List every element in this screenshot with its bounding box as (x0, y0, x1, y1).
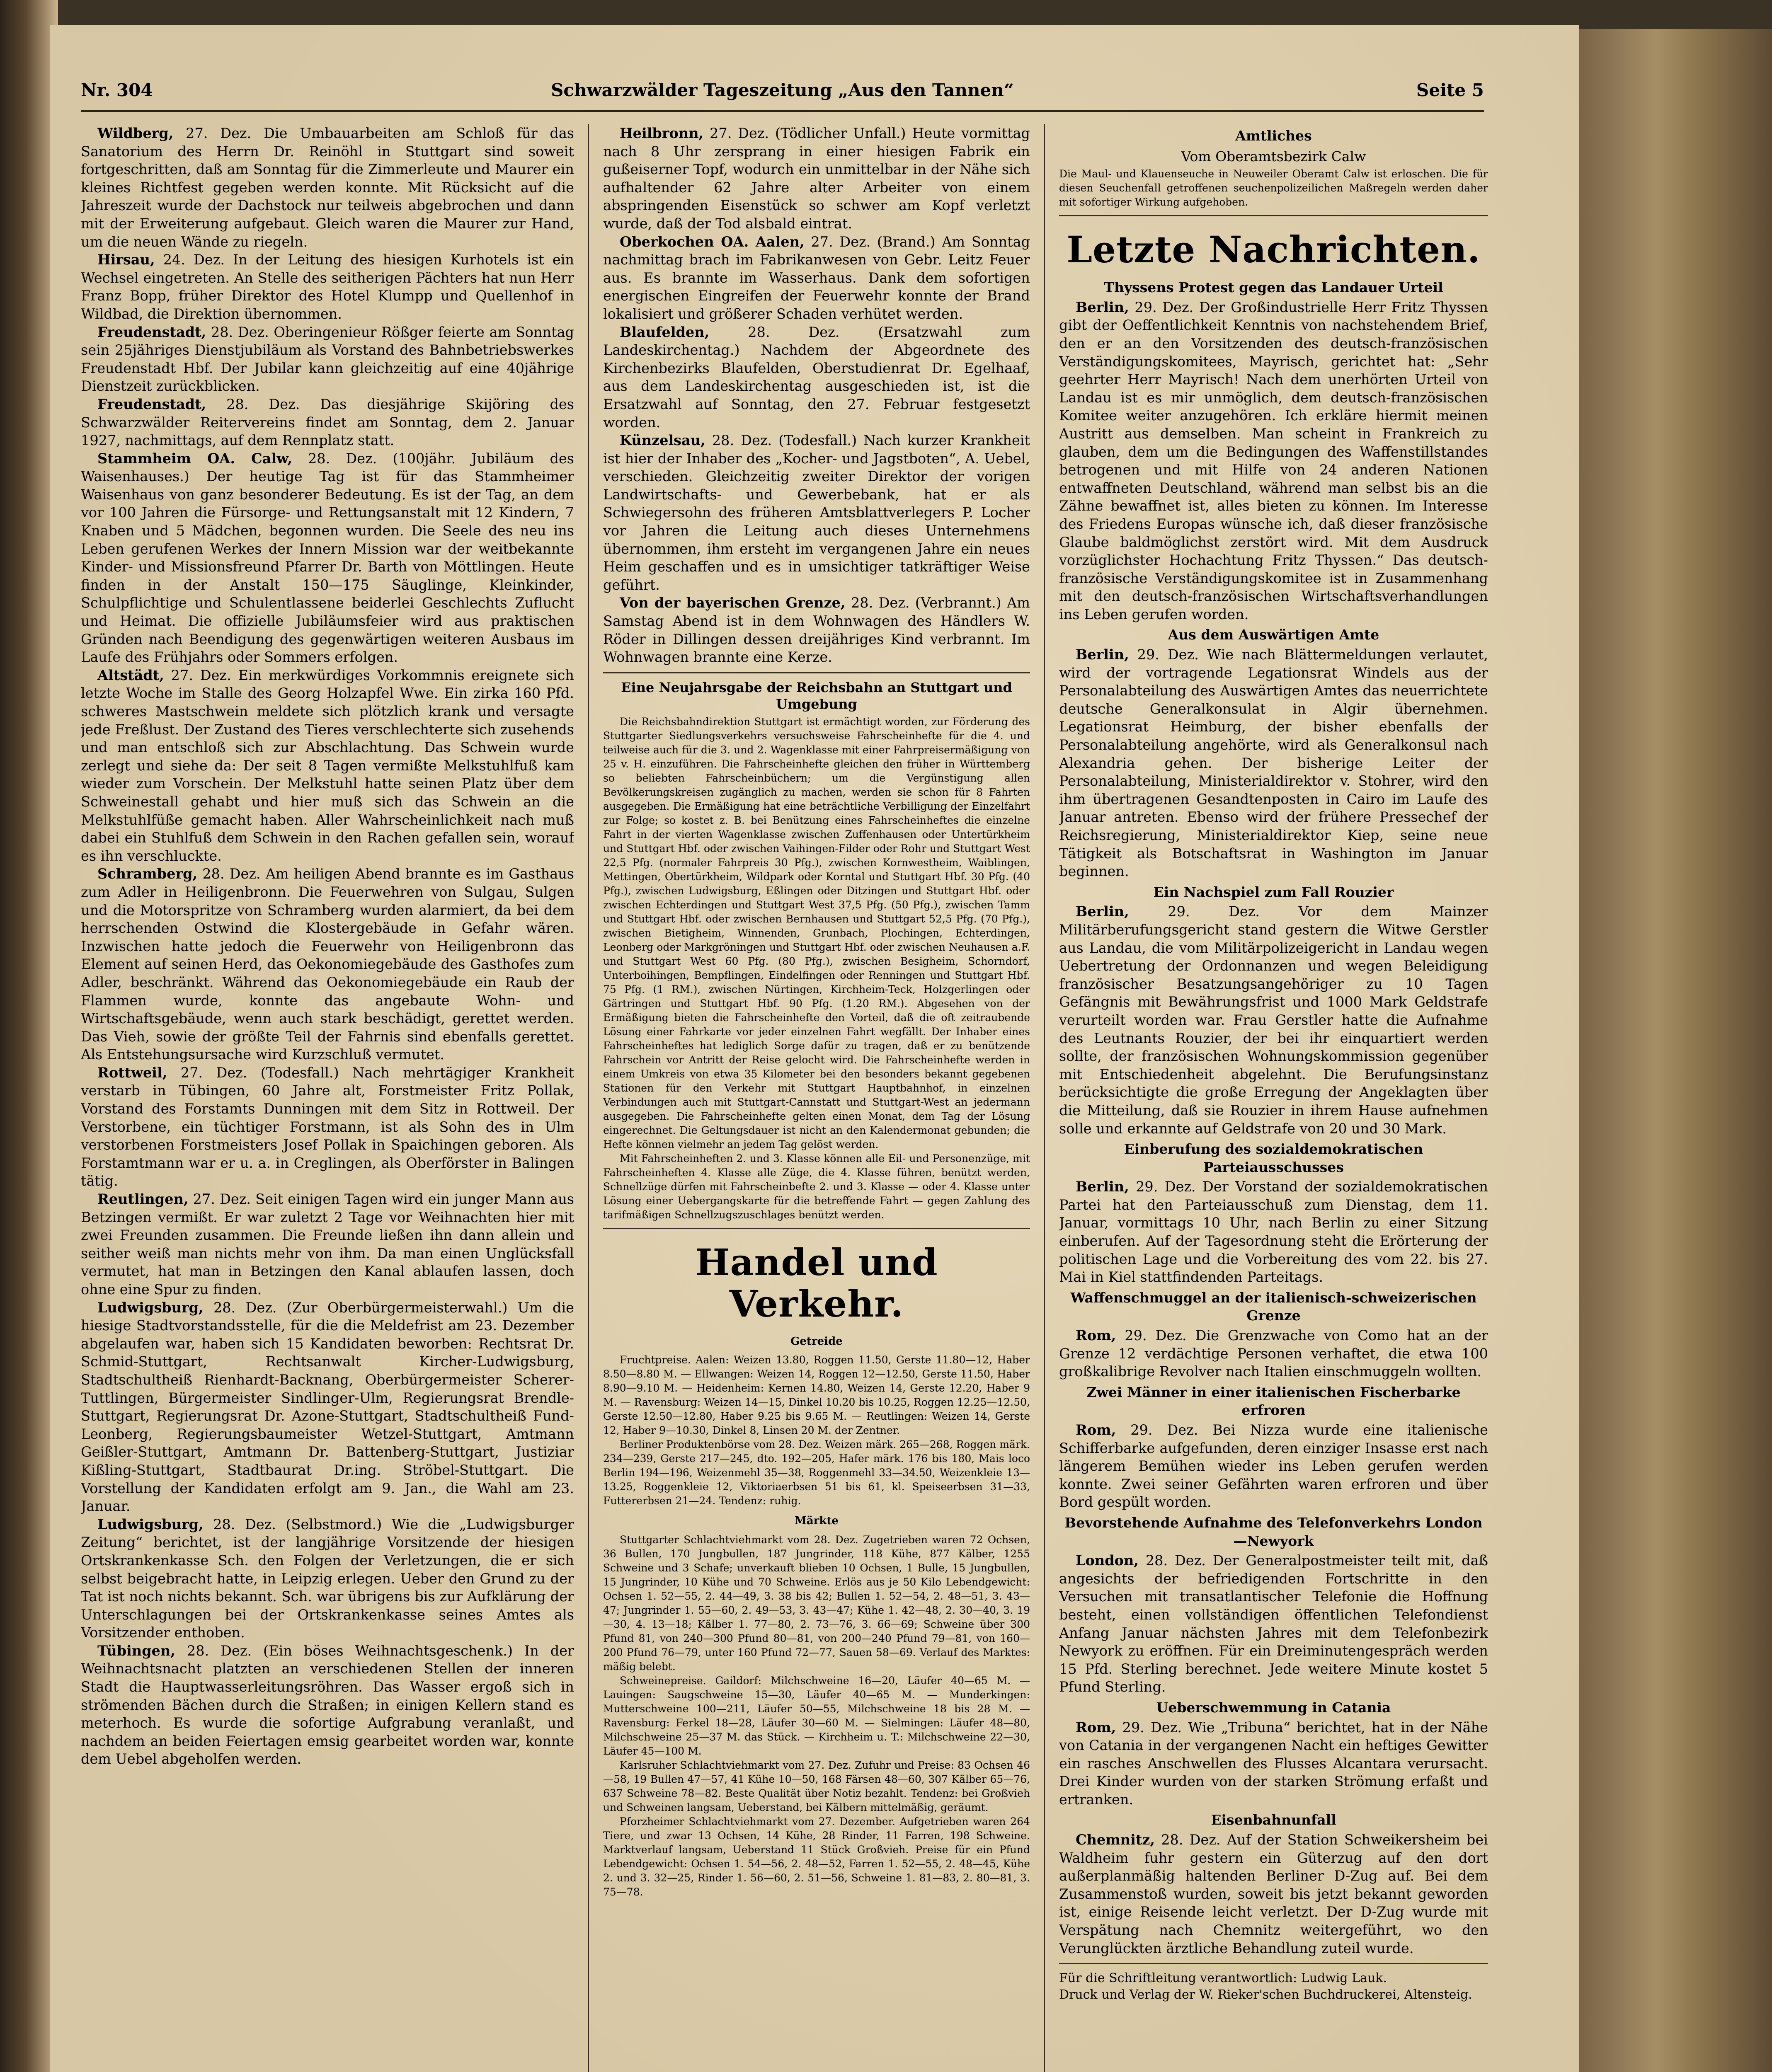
news-item (81, 865, 574, 1064)
article-text: 28. Dez. Der Generalpostmeister teilt mit, daß angesichts der befriedigenden Fortschritte in den Versuchen mit transatlantischer Telefonie die Hoffnung besteht, einen vollständigen öffentlichen Telefondienst Anfang Januar nächsten Jahres mit dem Telefonbezirk Newyork zu eröffnen. Für ein Dreiminutengespräch werden 15 Pfd. Sterling berechnet. Jede weitere Minute kostet 5 Pfund Sterling. (1059, 1552, 1488, 1695)
article-text: 29. Dez. Wie „Tribuna“ berichtet, hat in der Nähe von Catania in der vergangenen Nacht ein heftiges Gewitter ein rasches Anschwellen des Flusses Alcantara verursacht. Drei Kinder wurden von der starken Strömung erfaßt und ertranken. (1059, 1719, 1488, 1808)
market-report: Pforzheimer Schlachtviehmarkt vom 27. Dezember. Aufgetrieben waren 264 Tiere, und zwar 13 Ochsen, 14 Kühe, 28 Rinder, 11 Farren, 198 Schweine. Marktverlauf langsam, Ueberstand 11 Stück Großvieh. Preise für ein Pfund Lebendgewicht: Ochsen 1. 54—56, 2. 48—52, Farren 1. 52—55, 2. 48—45, Kühe 2. und 3. 32—25, Rinder 1. 56—60, 2. 51—56, Schweine 1. 81—83, 2. 80—81, 3. 75—78. (603, 1815, 1030, 1898)
publisher-credit: Druck und Verlag der W. Rieker'schen Buchdruckerei, Altensteig. (1059, 1987, 1472, 2002)
dateline: Berlin, (1076, 646, 1129, 663)
article-text: 27. Dez. Ein merkwürdiges Vorkommnis ereignete sich letzte Woche im Stalle des Georg Holzapfel Wwe. Ein zirka 160 Pfd. schweres Mastschwein meldete sich plötzlich krank und versagte jede Freßlust. Der Zustand des Tieres verschlechterte sich zusehends und man entschloß sich zur Abschlachtung. Das Schwein wurde zerlegt und siehe da: Der seit 8 Tagen vermißte Melkstuhlfuß kam wieder zum Vorschein. Der Melkstuhl hatte seinen Platz über dem Schweinestall gehabt und hier muß sich das Schwein an die Melkstuhlfüße gemacht haben. Aller Wahrscheinlichkeit nach muß dabei ein Stuhlfuß dem Schwein in den Rachen gefallen sein, worauf es ihn verschluckte. (81, 667, 574, 864)
book-gutter (0, 0, 58, 2072)
amtliches-text: Die Maul- und Klauenseuche in Neuweiler Oberamt Calw ist erloschen. Die für diesen Seuchenfall getroffenen seuchenpolizeilichen Maßregeln werden daher mit sofortiger Wirkung aufgehoben. (1059, 168, 1488, 208)
dateline: Rottweil, (97, 1064, 167, 1081)
reichsbahn-headline: Eine Neujahrsgabe der Reichsbahn an Stuttgart und Umgebung (621, 679, 1012, 712)
book-page-edges (1579, 29, 1772, 2072)
maerkte-heading: Märkte (795, 1515, 839, 1527)
article-headline: Ueberschwemmung in Catania (1156, 1699, 1391, 1716)
dateline: London, (1076, 1552, 1139, 1569)
news-item (603, 594, 1030, 666)
news-item (1059, 1326, 1488, 1381)
article-text: 28. Dez. Das diesjährige Skijöring des Schwarzwälder Reitervereins findet am Sonntag, dem 2. Januar 1927, nachmittags, auf dem Rennplatz statt. (81, 396, 574, 449)
news-item (1059, 298, 1488, 624)
market-report: Schweinepreise. Gaildorf: Milchschweine 16—20, Läufer 40—65 M. — Lauingen: Saugschweine 15—30, Läufer 40—65 M. — Munderkingen: Mutterschweine 100—211, Läufer 50—55, Milchschweine 18 bis 28 M. — Ravensburg: Ferkel 18—28, Läufer 30—60 M. — Sielmingen: Läufer 48—80, Milchschweine 25—37 M. das Stück. — Kirchheim u. T.: Milchschweine 22—30, Läufer 45—100 M. (603, 1675, 1030, 1757)
dateline: Rom, (1076, 1719, 1116, 1736)
news-item (81, 450, 574, 666)
article-text: 29. Dez. Wie nach Blättermeldungen verlautet, wird der vortragende Legationsrat Windels aus der Personalabteilung des Auswärtigen Amtes das neuerrichtete deutsche Generalkonsulat in Algir übernehmen. Legationsrat Heimburg, der bisher ebenfalls der Personalabteilung angehörte, wird als Generalkonsul nach Alexandria gehen. Der bisherige Leiter der Personalabteilung, Ministerialdirektor v. Stohrer, wird den ihm übertragenen Gesandtenposten in Cairo im Laufe des Januar antreten. Ebenso wird der frühere Pressechef der Reichsregierung, Ministerialdirektor Kiep, seine neue Tätigkeit als Botschaftsrat in Washington im Januar beginnen. (1059, 646, 1488, 880)
market-report: Stuttgarter Schlachtviehmarkt vom 28. Dez. Zugetrieben waren 72 Ochsen, 36 Bullen, 170 Jungbullen, 187 Jungrinder, 118 Kühe, 877 Kälber, 1255 Schweine und 3 Schafe; unverkauft blieben 10 Ochsen, 1 Bulle, 15 Jungbullen, 15 Jungrinder, 10 Kühe und 70 Schweine. Erlös aus je 50 Kilo Lebendgewicht: Ochsen 1. 52—55, 2. 44—49, 3. 38 bis 42; Bullen 1. 52—54, 2. 48—51, 3. 43—47; Jungrinder 1. 55—60, 2. 49—53, 3. 43—47; Kühe 1. 42—48, 2. 30—40, 3. 19—30, 4. 13—18; Kälber 1. 77—80, 2. 73—76, 3. 66—69; Schweine über 300 Pfund 81, von 240—300 Pfund 80—81, von 200—240 Pfund 79—81, von 160—200 Pfund 76—79, unter 160 Pfund 72—77, Sauen 58—69. Verlauf des Marktes: mäßig belebt. (603, 1534, 1030, 1673)
article-headline: Bevorstehende Aufnahme des Telefonverkehrs London—Newyork (1064, 1514, 1483, 1549)
news-item (1059, 903, 1488, 1138)
column-right (1059, 124, 1488, 2072)
dateline: Chemnitz, (1076, 1832, 1155, 1848)
divider (603, 1228, 1030, 1229)
amtliches-heading: Amtliches (1235, 128, 1312, 144)
dateline: Ludwigsburg, (97, 1299, 204, 1316)
article-headline: Einberufung des sozialdemokratischen Parteiausschusses (1124, 1141, 1423, 1175)
article-text: 27. Dez. Seit einigen Tagen wird ein junger Mann aus Betzingen vermißt. Er war zuletzt 2 Tage vor Weihnachten hier mit zwei Freunden zusammen. Die Freunde ließen ihn dann allein und seither weiß man nichts mehr von ihm. Da man einen Unglücksfall vermutet, hat man in Betzingen den Kanal ablaufen lassen, doch ohne eine Spur zu finden. (81, 1191, 574, 1297)
handel-section-title: Handel und Verkehr. (695, 1240, 938, 1325)
getreide-heading: Getreide (790, 1335, 843, 1348)
dateline: Von der bayerischen Grenze, (620, 595, 846, 611)
dateline: Altstädt, (97, 667, 164, 683)
market-report: Berliner Produktenbörse vom 28. Dez. Weizen märk. 265—268, Roggen märk. 234—239, Gerste 217—245, dto. 192—205, Hafer märk. 176 bis 180, Mais loco Berlin 194—196, Weizenmehl 35—38, Roggenmehl 33—34.50, Weizenkleie 13—13.25, Roggenkleie 12, Viktoriaerbsen 51 bis 61, kl. Speiseerbsen 31—33, Futtererbsen 21—24. Tendenz: ruhig. (603, 1438, 1030, 1507)
news-item (603, 431, 1030, 594)
dateline: Heilbronn, (620, 125, 704, 141)
dateline: Berlin, (1076, 299, 1129, 315)
reichsbahn-paragraph: Mit Fahrscheinheften 2. und 3. Klasse können alle Eil- und Personenzüge, mit Fahrscheinheften 4. Klasse alle Züge, die 4. Klasse führen, benützt werden, Schnellzüge dürfen mit Fahrscheinbefte 2. und 3. Klasse — oder 4. Klasse unter Lösung einer Uebergangskarte für die betreffende Fahrt — gegen Zahlung des tarifmäßigen Schnellzugszuschlages benützt werden. (603, 1152, 1030, 1221)
dateline: Rom, (1076, 1327, 1116, 1344)
editor-credit: Für die Schriftleitung verantwortlich: Ludwig Lauk. (1059, 1971, 1387, 1986)
column-rule (1044, 124, 1045, 2072)
article-text: 28. Dez. (Zur Oberbürgermeisterwahl.) Um die hiesige Stadtvorstandsstelle, für die die Meldefrist am 23. Dezember abgelaufen war, haben sich 15 Kandidaten beworben: Rechtsrat Dr. Schmid-Stuttgart, Rechtsanwalt Kircher-Ludwigsburg, Stadtschultheiß Rienhardt-Backnang, Oberbürgermeister Scherer-Tuttlingen, Bürgermeister Sindlinger-Ulm, Regierungsrat Brendle-Stuttgart, Regierungsrat Dr. Azone-Stuttgart, Stadtschultheiß Fund-Leonberg, Regierungsbaumeister Wetzel-Stuttgart, Amtmann Geißler-Stuttgart, Amtmann Dr. Battenberg-Stuttgart, Justiziar Kißling-Stuttgart, Stadtbaurat Dr.ing. Ströbel-Stuttgart. Die Vorstellung der Kandidaten erfolgt am 9. Jan., die Wahl am 23. Januar. (81, 1299, 574, 1515)
dateline: Freudenstadt, (97, 396, 206, 412)
article-headline: Thyssens Protest gegen das Landauer Urteil (1104, 279, 1443, 296)
news-item (1059, 646, 1488, 881)
news-item (81, 1299, 574, 1515)
article-text: 28. Dez. (Ersatzwahl zum Landeskirchentag.) Nachdem der Abgeordnete des Kirchenbezirks Blaufelden, Oberstudienrat Dr. Egelhaaf, aus dem Landeskirchentag ausgeschieden ist, ist die Ersatzwahl auf Sonntag, den 27. Februar festgesetzt worden. (603, 324, 1030, 431)
news-item (81, 1064, 574, 1190)
amtliches-subheading: Vom Oberamtsbezirk Calw (1181, 148, 1366, 165)
regional-news-block (603, 124, 1030, 666)
article-text: 29. Dez. Der Vorstand der sozialdemokratischen Partei hat den Parteiausschuß zum Dienstag, dem 11. Januar, vormittags 10 Uhr, nach Berlin zu einer Sitzung einberufen. Auf der Tagesordnung steht die Erörterung der politischen Lage und die Vorbereitung des vom 22. bis 27. Mai in Kiel stattfindenden Parteitags. (1059, 1179, 1488, 1285)
dateline: Ludwigsburg, (97, 1516, 204, 1532)
market-report: Fruchtpreise. Aalen: Weizen 13.80, Roggen 11.50, Gerste 11.80—12, Haber 8.50—8.80 M. — Ellwangen: Weizen 14, Roggen 12—12.50, Gerste 11.50, Haber 8.90—9.10 M. — Heidenheim: Kernen 14.80, Weizen 14, Gerste 12.20, Haber 9 M. — Ravensburg: Weizen 14—15, Dinkel 10.20 bis 10.25, Roggen 12.25—12.50, Gerste 12.50—12.80, Haber 9.25 bis 9.65 M. — Reutlingen: Weizen 14, Gerste 12, Haber 9—10.30, Dinkel 8, Linsen 20 M. der Zentner. (603, 1354, 1030, 1437)
news-item (81, 251, 574, 323)
article-text: 27. Dez. (Todesfall.) Nach mehrtägiger Krankheit verstarb in Tübingen, 60 Jahre alt, Forstmeister Fritz Pollak, Vorstand des Forstamts Dunningen mit dem Sitz in Rottweil. Der Verstorbene, ein tüchtiger Forstmann, ist als Sohn des in Ulm verstorbenen Forstmeisters Josef Pollak in Spaichingen geboren. Als Forstamtmann war er u. a. in Creglingen, als Oberförster in Balingen tätig. (81, 1064, 574, 1189)
issue-number: Nr. 304 (81, 80, 153, 100)
news-item (603, 233, 1030, 323)
dateline: Reutlingen, (97, 1191, 189, 1208)
article-text: 28. Dez. (Todesfall.) Nach kurzer Krankheit ist hier der Inhaber des „Kocher- und Jagstboten“, A. Uebel, verschieden. Gleichzeitig zweiter Direktor der vorigen Landwirtschafts- und Gewerbebank, hat er als Schwiegersohn des früheren Amtsblattverlegers P. Locher vor Jahren die Leitung auch dieses Unternehmens übernommen, ihm ersteht im vergangenen Jahre ein neues Heim geschaffen und es in umsichtiger tatkräftiger Weise geführt. (603, 432, 1030, 593)
article-text: 27. Dez. (Brand.) Am Sonntag nachmittag brach im Fabrikanwesen von Gebr. Leitz Feuer aus. Es brannte im Wasserhaus. Dank dem sofortigen energischen Eingreifen der Feuerwehr konnte der Brand lokalisiert und größerer Schaden verhütet werden. (603, 233, 1030, 322)
maerkte-reports (603, 1533, 1030, 1899)
dateline: Wildberg, (97, 125, 174, 141)
article-text: 28. Dez. (Ein böses Weihnachtsgeschenk.) In der Weihnachtsnacht platzten an verschiedenen Stellen der inneren Stadt die Hauptwasserleitungsröhren. Das Wasser ergoß sich in strömenden Bächen durch die Straßen; in einigen Kellern stand es meterhoch. Es wurde die sofortige Aufgrabung veranlaßt, und nachdem an beiden Feiertagen emsig gearbeitet worden war, konnte dem Uebel abgeholfen werden. (81, 1642, 574, 1767)
getreide-reports (603, 1353, 1030, 1508)
article-text: 29. Dez. Die Grenzwache von Como hat an der Grenze 12 verdächtige Personen verhaftet, die etwa 100 großkalibrige Revolver nach Italien einschmuggeln wollten. (1059, 1327, 1488, 1380)
reichsbahn-paragraph: Die Reichsbahndirektion Stuttgart ist ermächtigt worden, zur Förderung des Stuttgarter Siedlungsverkehrs versuchsweise Fahrscheinhefte für die 4. und teilweise auch für die 3. und 2. Wagenklasse mit einer Fahrpreisermäßigung von 25 v. H. einzuführen. Die Fahrscheinhefte gleichen den früher in Württemberg so beliebten Fahrscheinbüchern; um die Vergünstigung allen Bevölkerungskreisen zugänglich zu machen, werden sie schon für 8 Fahrten ausgegeben. Die Ermäßigung hat eine beträchtliche Verbilligung der Einzelfahrt zur Folge; so kostet z. B. bei Benützung eines Fahrscheinheftes die einzelne Fahrt in der vierten Wagenklasse zwischen Zuffenhausen oder Untertürkheim und Stuttgart Hbf. oder zwischen Vaihingen-Filder oder Rohr und Stuttgart West 22,5 Pfg. (normaler Fahrpreis 30 Pfg.), zwischen Kornwestheim, Waiblingen, Mettingen, Obertürkheim, Wildpark oder Korntal und Stuttgart Hbf. 30 Pfg. (40 Pfg.), zwischen Ludwigsburg, Eßlingen oder Ditzingen und Stuttgart Hbf. oder zwischen Echterdingen und Stuttgart West 37,5 Pfg. (50 Pfg.), zwischen Tamm und Stuttgart Hbf. oder zwischen Bernhausen und Stuttgart 52,5 Pfg. (70 Pfg.), zwischen Bietigheim, Winnenden, Grunbach, Plochingen, Echterdingen, Leonberg oder Markgröningen und Stuttgart Hbf. oder zwischen Neuhausen a.F. und Stuttgart West 60 Pfg. (80 Pfg.), zwischen Besigheim, Schorndorf, Unterboihingen, Bempflingen, Eindelfingen oder Renningen und Stuttgart Hbf. 75 Pfg. (1 RM.), zwischen Nürtingen, Kirchheim-Teck, Holzgerlingen oder Gärtringen und Stuttgart Hbf. 90 Pfg. (1.20 RM.). Abgesehen von der Ermäßigung bieten die Fahrscheinhefte den Vorteil, daß die oft zeitraubende Lösung einer Fahrkarte vor jeder einzelnen Fahrt wegfällt. Der Inhaber eines Fahrscheinheftes hat lediglich Sorge dafür zu tragen, daß er zu benützende Fahrschein vor Antritt der Reise gelocht wird. Die Fahrscheinhefte werden in einem Umkreis von etwa 35 Kilometer bei den besonders bekannt gegebenen Stationen für den Verkehr mit Stuttgart Hauptbahnhof, in einzelnen Verbindungen auch mit Stuttgart-Cannstatt und Stuttgart-West an jedermann ausgegeben. Die Fahrscheinhefte gelten einen Monat, dem Tag der Lösung eingerechnet. Die Geltungsdauer ist nicht an den Kalendermonat gebunden; die Hefte können vielmehr an jedem Tag gelöst werden. (603, 715, 1030, 1150)
dateline: Schramberg, (97, 866, 198, 882)
article-text: 28. Dez. Am heiligen Abend brannte es im Gasthaus zum Adler in Heiligenbronn. Die Feuerwehren von Sulgau, Sulgen und die Motorspritze von Schramberg wurden alarmiert, da bei dem herrschenden Ostwind die Klostergebäude in Gefahr wären. Inzwischen hatte jedoch die Feuerwehr von Heiligenbronn das Element auf seinen Herd, das Oekonomiegebäude des Gasthofes zum Adler, beschränkt. Während das Oekonomiegebäude ein Raub der Flammen wurde, konnte das angebaute Wohn- und Wirtschaftsgebäude, wenn auch stark beschädigt, gerettet werden. Das Vieh, sowie der größte Teil der Fahrnis sind ebenfalls gerettet. Als Entstehungsursache wird Kurzschluß vermutet. (81, 866, 574, 1063)
news-item (1059, 1421, 1488, 1511)
news-item (1059, 1719, 1488, 1809)
news-item (1059, 1831, 1488, 1957)
dateline: Berlin, (1076, 1179, 1129, 1195)
article-headline: Aus dem Auswärtigen Amte (1168, 627, 1379, 643)
divider (603, 672, 1030, 673)
article-text: 29. Dez. Vor dem Mainzer Militärberufungsgericht stand gestern die Witwe Gerstler aus Landau, die vom Militärpolizeigericht in Landau wegen Uebertretung der Ordonnanzen und wegen Beleidigung französischer Besatzungsangehöriger zu 10 Tagen Gefängnis mit Bewährungsfrist und 1000 Mark Geldstrafe verurteilt worden war. Frau Gerstler hatte die Aufnahme des Leutnants Rouzier, der bei ihr einquartiert werden sollte, der französischen Wohnungskommission gegenüber mit Entschiedenheit abgelehnt. Die Berufungsinstanz berücksichtigte die große Erregung der Angeklagten über die Mitteilung, daß sie Rouzier in ihrem Hause aufnehmen solle und erkannte auf Geldstrafe von 20 und 30 Mark. (1059, 903, 1488, 1137)
article-text: 28. Dez. Auf der Station Schweikersheim bei Waldheim fuhr gestern ein Güterzug auf den dort außerplanmäßig haltenden Berliner D-Zug auf. Bei dem Zusammenstoß wurden, soweit bis jetzt bekannt geworden ist, einige Reisende leicht verletzt. Der D-Zug wurde mit Verspätung nach Chemnitz weitergeführt, wo den Verunglückten ärztliche Behandlung zuteil wurde. (1059, 1832, 1488, 1956)
dateline: Hirsau, (97, 252, 155, 268)
article-text: 28. Dez. (Verbrannt.) Am Samstag Abend ist in dem Wohnwagen des Händlers W. Röder in Dillingen dessen dreijähriges Kind verbrannt. Im Wohnwagen brannte eine Kerze. (603, 595, 1030, 666)
news-item (81, 124, 574, 251)
letzte-nachrichten-articles (1059, 278, 1488, 1957)
article-text: 28. Dez. (Selbstmord.) Wie die „Ludwigsburger Zeitung“ berichtet, ist der langjährige Vorsitzende der hiesigen Ortskrankenkasse Sch. den Folgen der Verletzungen, die er sich selbst beigebracht hatte, in Leipzig erlegen. Ueber den Grund zu der Tat ist noch nichts bekannt. Sch. war übrigens bis zur Aufklärung der Unterschlagungen bei der Ortskrankenkasse seines Amtes als Vorsitzender enthoben. (81, 1516, 574, 1641)
article-text: 24. Dez. In der Leitung des hiesigen Kurhotels ist ein Wechsel eingetreten. An Stelle des seitherigen Pächters hat nun Herr Franz Bopp, früher Direktor des Hotel Klumpp und Quellenhof in Wildbad, die Direktion übernommen. (81, 252, 574, 322)
article-text: 29. Dez. Der Großindustrielle Herr Fritz Thyssen gibt der Oeffentlichkeit Kenntnis von nachstehendem Brief, den er an den Vorsitzenden des deutsch-französischen Verständigungskomitees, Mayrisch, gerichtet hat: „Sehr geehrter Herr Mayrisch! Nach dem unerhörten Urteil von Landau ist es mir unmöglich, dem deutsch-französischen Komitee weiter anzugehören. Ich erkläre hiermit meinen Austritt aus demselben. Man scheint in Frankreich zu glauben, dem um die Bedingungen des Waffenstillstandes betrogenen und mit Hilfe von 24 anderen Nationen entwaffneten Deutschland, während man selbst bis an die Zähne bewaffnet ist, alles bieten zu können. Im Interesse des Friedens Europas wünsche ich, daß dieser französische Glaube baldmöglichst zerstört wird. Mit dem Ausdruck vorzüglichster Hochachtung Fritz Thyssen.“ Das deutsch-französische Verständigungskomitee ist in Zusammenhang mit den deutsch-französischen Wirtschaftsverhandlungen ins Leben gerufen worden. (1059, 299, 1488, 622)
article-text: 27. Dez. (Tödlicher Unfall.) Heute vormittag nach 8 Uhr zersprang in einer hiesigen Fabrik ein gußeiserner Topf, wodurch ein unmittelbar in der Nähe sich aufhaltender 62 Jahre alter Arbeiter von einem abspringenden Eisenstück so schwer am Kopf verletzt wurde, daß der Tod alsbald eintrat. (603, 125, 1030, 232)
dateline: Blaufelden, (620, 324, 710, 340)
dateline: Künzelsau, (620, 432, 705, 449)
article-headline: Ein Nachspiel zum Fall Rouzier (1153, 884, 1394, 900)
dateline: Rom, (1076, 1422, 1116, 1438)
article-text: 27. Dez. Die Umbauarbeiten am Schloß für das Sanatorium des Herrn Dr. Reinöhl in Stuttgart sind soweit fortgeschritten, daß am Sonntag für die Zimmerleute und Maurer ein kleines Richtfest gegeben werden konnte. Mit Rücksicht auf die Jahreszeit wurde der Dachstock nur teilweis abgebrochen und dann mit der Erweiterung aufgebaut. Gleich waren die Maurer zur Hand, um die neuen Wände zu riegeln. (81, 125, 574, 250)
news-item (603, 323, 1030, 432)
page-number: Seite 5 (1416, 80, 1484, 100)
news-item (81, 666, 574, 865)
dateline: Berlin, (1076, 903, 1129, 920)
page-header (81, 73, 1484, 112)
article-headline: Waffenschmuggel an der italienisch-schweizerischen Grenze (1070, 1289, 1477, 1324)
market-report: Karlsruher Schlachtviehmarkt vom 27. Dez. Zufuhr und Preise: 83 Ochsen 46—58, 19 Bullen 47—57, 41 Kühe 10—50, 168 Färsen 48—60, 307 Kälber 65—76, 637 Schweine 78—82. Beste Qualität über Notiz bezahlt. Tendenz: bei Großvieh und Schweinen langsam, Ueberstand, bei Kälbern mittelmäßig, geräumt. (603, 1759, 1030, 1813)
news-item (603, 124, 1030, 233)
article-headline: Zwei Männer in einer italienischen Fischerbarke erfroren (1086, 1384, 1461, 1418)
divider (1059, 215, 1488, 216)
dateline: Freudenstadt, (97, 324, 206, 340)
column-left (81, 124, 574, 2072)
news-item (81, 1642, 574, 1768)
article-headline: Eisenbahnunfall (1211, 1812, 1336, 1828)
column-rule (588, 124, 589, 2072)
letzte-nachrichten-title: Letzte Nachrichten. (1067, 228, 1481, 271)
news-item (81, 1515, 574, 1642)
newspaper-title: Schwarzwälder Tageszeitung „Aus den Tannen“ (551, 80, 1014, 100)
dateline: Oberkochen OA. Aalen, (620, 233, 805, 250)
article-text: 28. Dez. Oberingenieur Rößger feierte am Sonntag sein 25jähriges Dienstjubiläum als Vorstand des Bahnbetriebswerkes Freudenstadt Hbf. Der Jubilar kann gleichzeitig auf eine 40jährige Dienstzeit zurückblicken. (81, 324, 574, 395)
dateline: Tübingen, (97, 1642, 175, 1659)
news-item (81, 395, 574, 450)
dateline: Stammheim OA. Calw, (97, 450, 292, 467)
news-item (81, 323, 574, 395)
divider (1059, 1963, 1488, 1964)
article-text: 28. Dez. (100jähr. Jubiläum des Waisenhauses.) Der heutige Tag ist für das Stammheimer Waisenhaus von ganz besonderer Bedeutung. Es ist der Tag, an dem vor 100 Jahren die Fürsorge- und Rettungsanstalt mit 12 Kindern, 7 Knaben und 5 Mädchen, begonnen wurden. Die Seele des neu ins Leben gerufenen Werkes der Innern Mission war der weitbekannte Kinder- und Missionsfreund Pfarrer Dr. Barth von Möttlingen. Heute finden in der Anstalt 150—175 Säuglinge, Kleinkinder, Schulpflichtige und Schulentlassene beiderlei Geschlechts Zuflucht und Heimat. Die offizielle Jubiläumsfeier wird aus praktischen Gründen nach Beendigung des gegenwärtigen weiteren Ausbaus im Laufe des Frühjahrs oder Sommers erfolgen. (81, 450, 574, 666)
news-item (1059, 1178, 1488, 1286)
news-item (1059, 1552, 1488, 1696)
column-middle (603, 124, 1030, 2072)
article-text: 29. Dez. Bei Nizza wurde eine italienische Schifferbarke aufgefunden, deren einziger Insasse erst nach längerem Bemühen wieder ins Leben gerufen werden konnte. Zwei seiner Gefährten waren erfroren und über Bord gespült worden. (1059, 1422, 1488, 1510)
news-item (81, 1190, 574, 1299)
reichsbahn-article (603, 715, 1030, 1222)
